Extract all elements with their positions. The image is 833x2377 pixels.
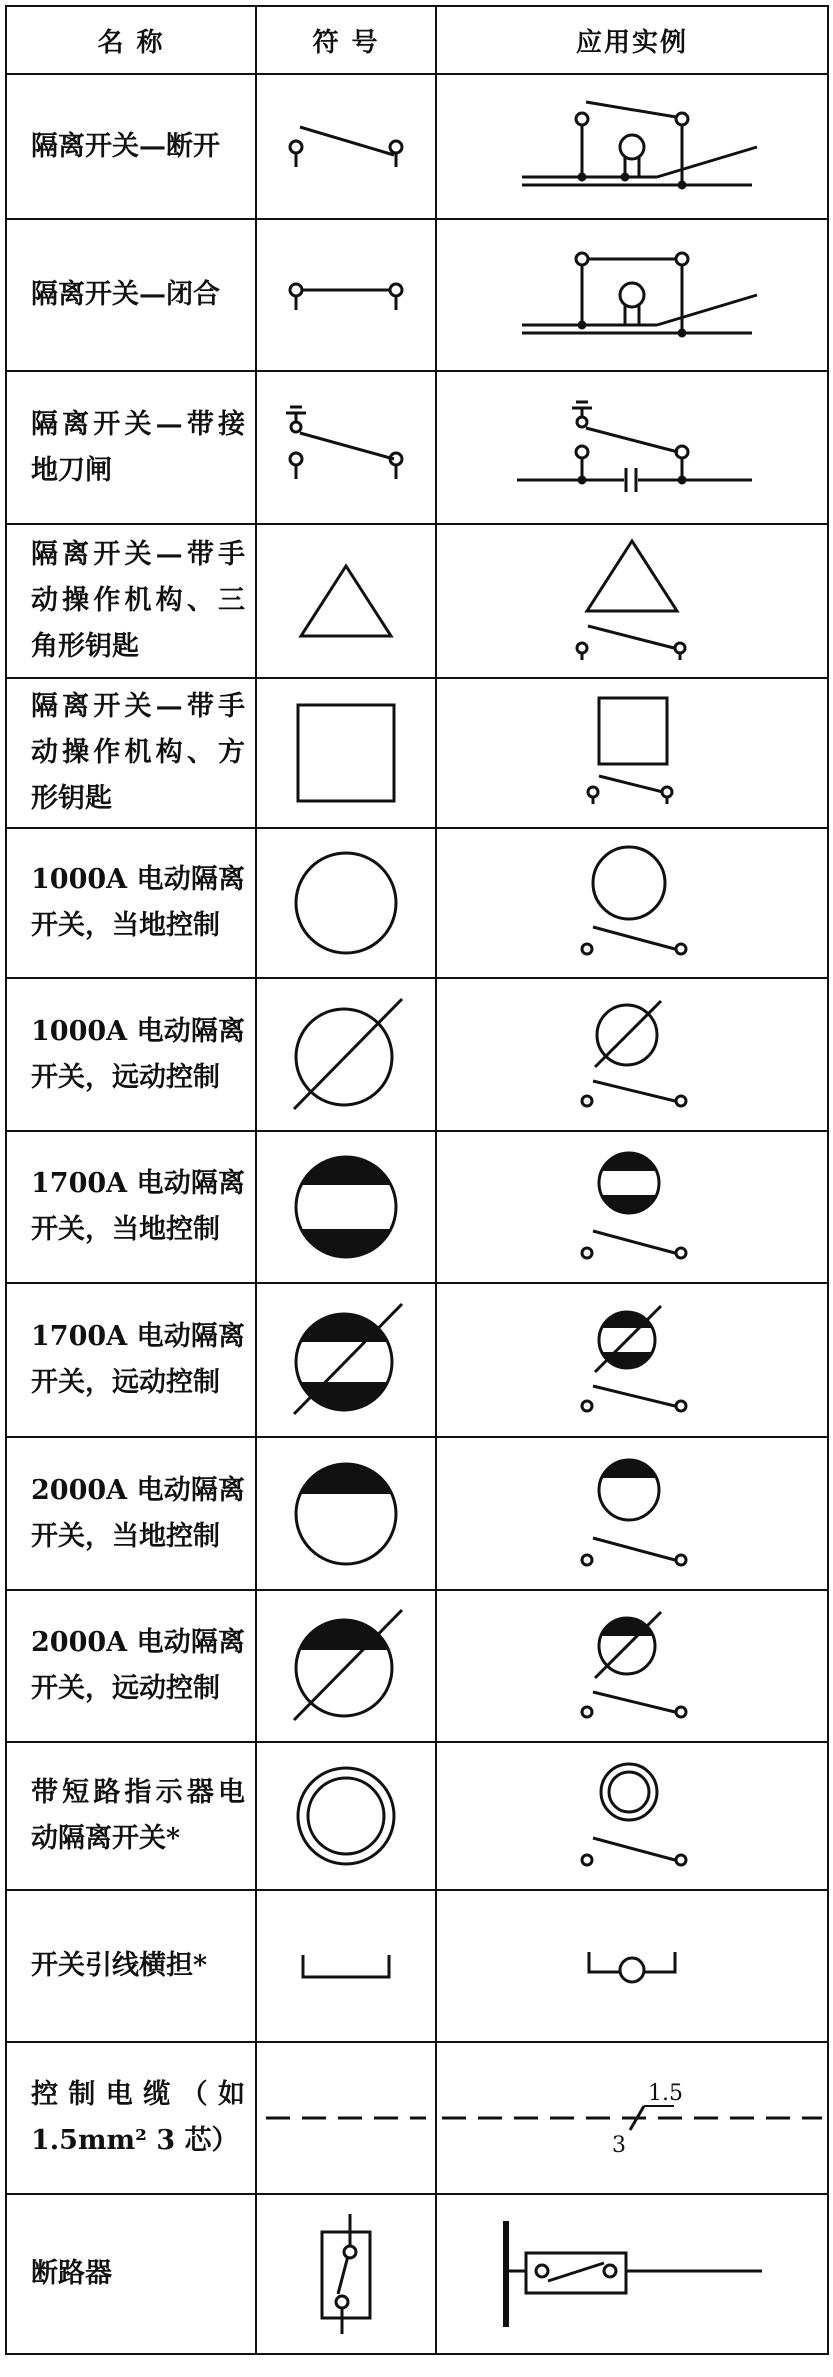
row-name: 隔离开关—带手动操作机构、方形钥匙 <box>6 678 256 828</box>
header-row <box>6 6 828 74</box>
disconnector-closed-example-icon <box>502 245 762 345</box>
circle-band-slash-icon <box>286 1300 406 1420</box>
circle-top-slash-icon <box>286 1606 406 1726</box>
row-name: 隔离开关—带手动操作机构、三角形钥匙 <box>6 524 256 678</box>
double-circle-example-icon <box>577 1756 687 1876</box>
table-row <box>6 74 828 219</box>
row-name: 带短路指示器电动隔离开关* <box>6 1742 256 1890</box>
circle-example-icon <box>577 843 687 963</box>
triangle-key-icon <box>296 561 396 641</box>
row-name: 1700A 电动隔离开关，远动控制 <box>6 1283 256 1437</box>
circle-icon <box>294 851 398 955</box>
table-row <box>6 1742 828 1890</box>
double-circle-icon <box>294 1764 398 1868</box>
table-row <box>6 219 828 371</box>
table-row <box>6 678 828 828</box>
row-name: 1000A 电动隔离开关，当地控制 <box>6 828 256 978</box>
table-row <box>6 1590 828 1742</box>
table-row <box>6 1437 828 1590</box>
circle-top-icon <box>294 1462 398 1566</box>
table-row <box>6 371 828 524</box>
table-row <box>6 524 828 678</box>
row-name: 隔离开关—带接地刀闸 <box>6 371 256 524</box>
breaker-icon <box>316 2212 376 2336</box>
circle-slash-icon <box>286 995 406 1115</box>
row-name: 隔离开关—闭合 <box>6 219 256 371</box>
row-name: 1000A 电动隔离开关，远动控制 <box>6 978 256 1131</box>
disconnector-open-example-icon <box>502 97 762 197</box>
cable-size-label: 1.5 <box>648 2081 683 2106</box>
table-row <box>6 1890 828 2042</box>
row-name: 2000A 电动隔离开关，当地控制 <box>6 1437 256 1590</box>
symbol-table <box>5 5 829 2355</box>
crossarm-example-icon <box>587 1946 677 1986</box>
crossarm-icon <box>301 1951 391 1981</box>
circle-top-slash-example-icon <box>577 1606 687 1726</box>
table-row <box>6 978 828 1131</box>
disconnector-closed-icon <box>286 270 406 320</box>
row-name: 隔离开关—断开 <box>6 74 256 219</box>
row-name: 1700A 电动隔离开关，当地控制 <box>6 1131 256 1283</box>
dashed-line-icon <box>266 2113 426 2123</box>
circle-band-example-icon <box>577 1147 687 1267</box>
table-row <box>6 1283 828 1437</box>
row-name: 断路器 <box>6 2194 256 2354</box>
table-row <box>6 2194 828 2354</box>
square-key-example-icon <box>587 696 677 811</box>
table-row <box>6 2042 828 2194</box>
circle-top-example-icon <box>577 1454 687 1574</box>
table-row <box>6 828 828 978</box>
row-name: 控制电缆（如 1.5mm² 3 芯） <box>6 2042 256 2194</box>
circle-band-slash-example-icon <box>577 1300 687 1420</box>
disconnector-earthing-icon <box>286 403 406 493</box>
circle-band-icon <box>294 1155 398 1259</box>
row-name: 2000A 电动隔离开关，远动控制 <box>6 1590 256 1742</box>
dashed-line-example-icon <box>442 2078 822 2158</box>
header-name: 名 称 <box>6 6 256 74</box>
square-key-icon <box>296 703 396 803</box>
circle-slash-example-icon <box>577 995 687 1115</box>
row-name: 开关引线横担* <box>6 1890 256 2042</box>
table-row <box>6 1131 828 1283</box>
triangle-key-example-icon <box>572 536 692 666</box>
cable-count-label: 3 <box>612 2133 626 2158</box>
disconnector-earthing-example-icon <box>502 398 762 498</box>
disconnector-open-icon <box>286 117 406 177</box>
header-example: 应用实例 <box>436 6 828 74</box>
header-symbol: 符 号 <box>256 6 436 74</box>
breaker-example-icon <box>492 2219 772 2329</box>
